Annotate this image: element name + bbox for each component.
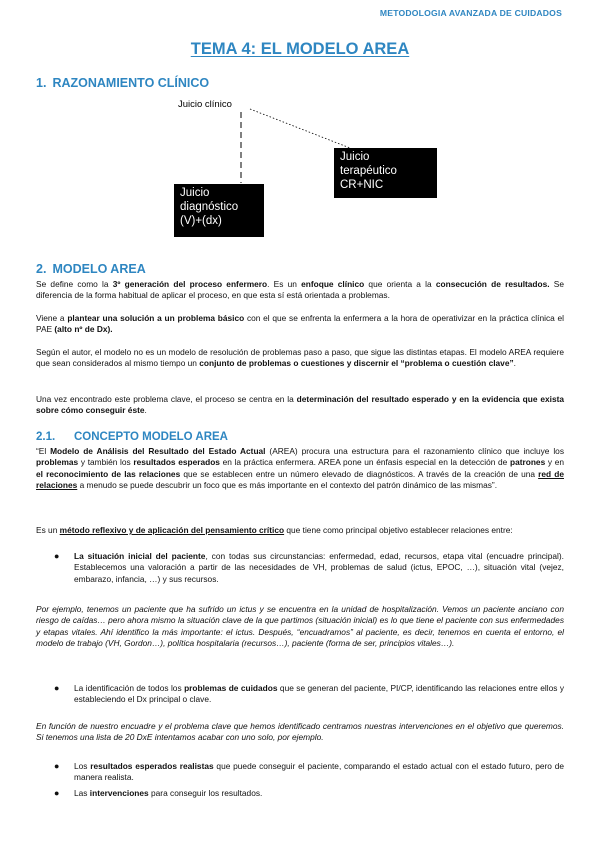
bullet-icon: ● xyxy=(54,551,60,561)
bold-run: problemas xyxy=(36,457,79,468)
text-run: Se define como la xyxy=(36,279,113,289)
section-number: 2. xyxy=(36,262,47,276)
text-run: . xyxy=(144,405,147,416)
text-run: Viene a xyxy=(36,313,68,323)
section-title: MODELO AREA xyxy=(52,262,146,276)
bold-run: conjunto de problemas o cuestiones y discernir el “problema o cuestión clave” xyxy=(199,358,514,369)
bullet-resultados-esperados xyxy=(54,761,564,784)
text-run: a menudo se puede descubrir un foco que es más importante en el contexto del patrón dinámico de las mismas”. xyxy=(77,479,498,490)
bold-run: determinación del resultado esperado y en la evidencia que exista sobre cómo conseguir éste xyxy=(36,394,565,416)
bold-run: resultados esperados xyxy=(133,457,220,468)
box-line: diagnóstico xyxy=(180,201,239,213)
text-run: . xyxy=(513,358,516,369)
paragraph-author xyxy=(36,347,564,370)
box-line: Juicio xyxy=(180,187,210,199)
bold-run: enfoque clínico xyxy=(301,279,365,289)
paragraph-key-problem xyxy=(36,394,564,417)
section-number: 1. xyxy=(36,76,47,90)
bold-run: el reconocimiento de las relaciones xyxy=(36,468,181,479)
bold-run: (alto nº de Dx). xyxy=(54,324,113,335)
text-run: y también los xyxy=(78,457,134,468)
bold-run: 3º generación del proceso enfermero xyxy=(112,279,268,289)
text-run: “El xyxy=(36,446,51,456)
bold-run: patrones xyxy=(509,457,546,468)
section-title: CONCEPTO MODELO AREA xyxy=(74,431,228,443)
text-run: Es un xyxy=(36,525,60,535)
bullet-situacion-inicial xyxy=(54,551,564,585)
example-paragraph-ictus: Por ejemplo, tenemos un paciente que ha sufrido un ictus y se encuentra en la unidad de hospitalización. Vemos un paciente anciano con riesgo de caídas… pero ahora mismo la situación clave de la que partimos (situación inicial) es lo que tiene el paciente con sus enfermedades y etapas vitales. Ahí identifico la más importante: el ictus. Después, “encuadramos” al paciente, es decir, tenemos en cuenta el entorno, el modelo de trabajo (VH, Gordon…), política hospitalaria (recursos…), paciente (forma de ser, principios vitales…). xyxy=(36,604,564,648)
bullet-icon: ● xyxy=(54,683,60,693)
text-run: que tiene como principal objetivo establecer relaciones entre: xyxy=(284,525,513,535)
text-run: La identificación de todos los xyxy=(74,683,185,693)
bullet-icon: ● xyxy=(54,788,60,798)
diagram-root-label: Juicio clínico xyxy=(178,99,232,110)
bullet-text xyxy=(74,683,564,706)
paragraph-solution xyxy=(36,313,564,336)
bullet-text xyxy=(74,551,564,585)
text-run: , con todas sus circunstancias: enfermedad, edad, recursos, etapa vital (encuadre principal). Establecemos una valoración a partir de las necesidades de VH, problemas de salud (ictus, EPOC, …), situación vital (vejez, embarazo, infancia, …) y sus recursos. xyxy=(74,551,564,584)
paragraph-definition xyxy=(36,279,564,302)
text-run: Una vez encontrado este problema clave, el proceso se centra en la xyxy=(36,394,297,404)
diagram-connectors xyxy=(0,0,600,260)
box-line: (V)+(dx) xyxy=(180,215,222,227)
bullet-icon: ● xyxy=(54,761,60,771)
bullet-intervenciones xyxy=(54,788,564,799)
bullet-problemas-cuidados xyxy=(54,683,565,706)
bullet-text xyxy=(74,761,564,784)
bold-run: La situación inicial del paciente xyxy=(74,551,206,561)
bold-run: consecución de resultados. xyxy=(435,279,550,289)
bold-run: plantear una solución a un problema básico xyxy=(67,313,245,323)
text-run: Las xyxy=(74,788,90,798)
bullet-text xyxy=(74,788,564,799)
bold-underlined-run: red de relaciones xyxy=(36,468,564,490)
diagram-box-juicio-terapeutico xyxy=(334,148,437,198)
bold-run: Modelo de Análisis del Resultado del Estado Actual xyxy=(50,446,266,456)
text-run: en la práctica enfermera. AREA pone un énfasis especial en la detección de xyxy=(219,457,510,468)
box-line: CR+NIC xyxy=(340,179,384,191)
section-number: 2.1. xyxy=(36,431,56,443)
text-run: con el que se enfrenta la enfermera a la hora de operativizar en la práctica clínica el PAE xyxy=(36,313,565,335)
text-run: (AREA) procura una estructura para el razonamiento clínico que incluye los xyxy=(265,446,564,456)
bold-run: resultados esperados realistas xyxy=(90,761,214,771)
text-run: que se generan del paciente, PI/CP, identificando las relaciones entre ellos y estableciendo el Dx principal o clave. xyxy=(74,683,565,705)
box-line: Juicio xyxy=(340,151,370,163)
section-2-heading xyxy=(36,262,146,276)
paragraph-method xyxy=(36,525,564,536)
text-run: que se establecen entre un número elevado de diagnósticos. A través de la creación de una xyxy=(180,468,539,479)
connector-to-terapeutico xyxy=(250,109,350,148)
text-run: Según el autor, el modelo no es un modelo de resolución de problemas paso a paso, que sigue las distintas etapas. El modelo AREA requiere que sean considerados al mismo tiempo un xyxy=(36,347,564,369)
bold-run: problemas de cuidados xyxy=(184,683,278,693)
example-paragraph-encuadre: En función de nuestro encuadre y el problema clave que hemos identificado centramos nuestras intervenciones en el objetivo que queremos. Si tenemos una lista de 20 DxE intentamos acabar con uno solo, por ejemplo. xyxy=(36,721,564,743)
page-title: TEMA 4: EL MODELO AREA xyxy=(190,40,410,58)
text-run: que orienta a la xyxy=(364,279,436,289)
section-2-1-heading xyxy=(36,431,228,443)
diagram-box-juicio-diagnostico xyxy=(174,184,264,237)
running-header: METODOLOGIA AVANZADA DE CUIDADOS xyxy=(379,8,562,18)
text-run: para conseguir los resultados. xyxy=(148,788,263,798)
text-run: . Es un xyxy=(267,279,302,289)
text-run: Los xyxy=(74,761,91,771)
text-run: y en xyxy=(545,457,564,468)
text-run: Se diferencia de la forma habitual de aplicar el proceso, en que esta sí está orientada a problemas. xyxy=(36,279,565,301)
section-title: RAZONAMIENTO CLÍNICO xyxy=(52,76,210,90)
paragraph-area-quote xyxy=(36,446,564,491)
bold-run: intervenciones xyxy=(89,788,149,798)
text-run: que puede conseguir el paciente, comparando el estado actual con el estado futuro, pero de manera realista. xyxy=(74,761,564,783)
box-line: terapéutico xyxy=(340,165,397,177)
bold-underlined-run: método reflexivo y de aplicación del pensamiento crítico xyxy=(59,525,285,535)
